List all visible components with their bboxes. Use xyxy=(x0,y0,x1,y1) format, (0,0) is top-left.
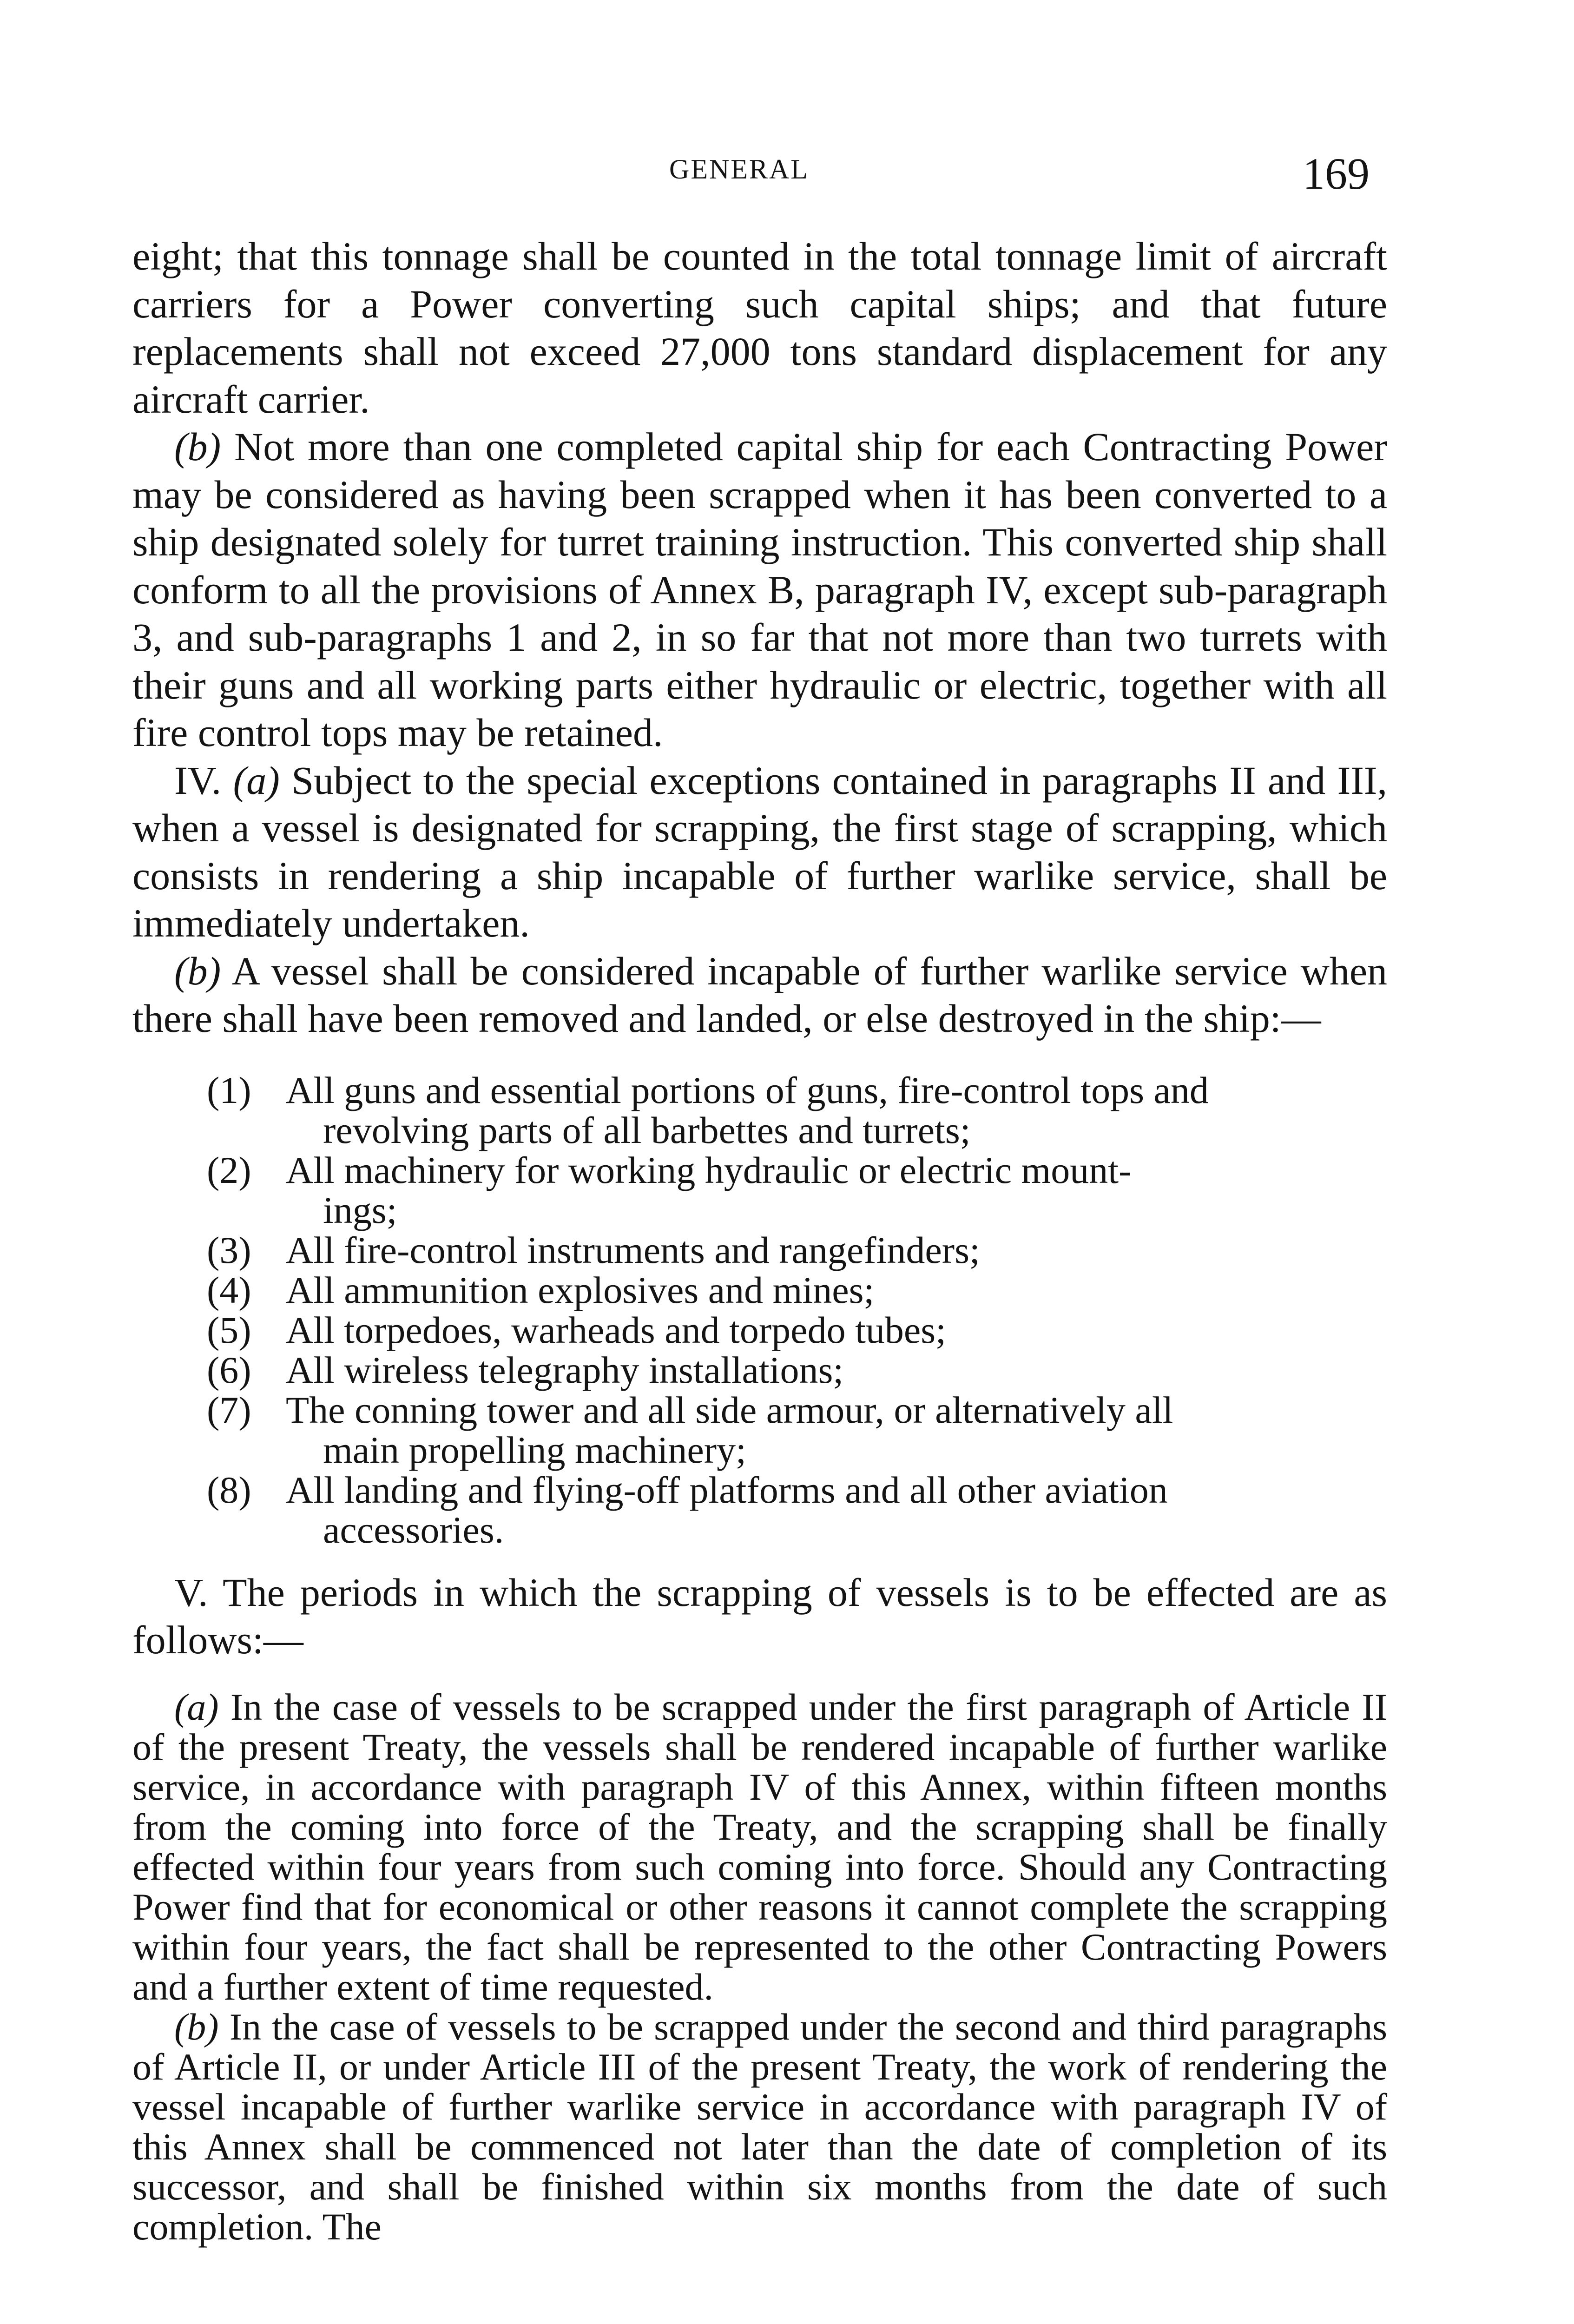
paragraph-text: In the case of vessels to be scrapped under the first paragraph of Article II of the present Treaty, the vessels shall be rendered incapable of further warlike service, in accordance with paragraph IV of this Annex, within fifteen months from the coming into force of the Treaty, and the scrapping shall be finally effected within four years from such coming into force. Should any Contracting Power find that for economical or other reasons it cannot complete the scrapping within four years, the fact shall be represented to the other Contracting Powers and a further extent of time requested. xyxy=(132,1685,1387,2008)
list-number: (4) xyxy=(207,1268,251,1311)
section-numeral: IV. xyxy=(174,758,222,803)
paragraph-text: Subject to the special exceptions contained in paragraphs II and III, when a vessel is designated for scrapping, the first stage of scrapping, which consists in rendering a ship incapable of further warlike service, shall be immediately undertaken. xyxy=(132,758,1387,945)
list-item xyxy=(132,1070,1387,1150)
section-v-subparagraphs xyxy=(132,1687,1387,2247)
list-item xyxy=(132,1310,1387,1350)
list-text-continued: main propelling machinery; xyxy=(323,1428,746,1471)
paragraph-iii-b xyxy=(132,423,1387,757)
list-item xyxy=(132,1270,1387,1310)
list-text: All machinery for working hydraulic or electric mount- xyxy=(286,1149,1132,1191)
list-number: (8) xyxy=(207,1468,251,1511)
list-number: (7) xyxy=(207,1388,251,1431)
section-v-intro xyxy=(132,1569,1387,1664)
paragraph-text: eight; that this tonnage shall be counted in the total tonnage limit of aircraft carriers for a Power converting such capital ships; and that future replacements shall not exceed 27,000 tons standard displacement for any aircraft carrier. xyxy=(132,234,1387,422)
list-number: (3) xyxy=(207,1228,251,1271)
subparagraph-label: (b) xyxy=(174,948,221,993)
paragraph-text: A vessel shall be considered incapable of further warlike service when there shall have been removed and landed, or else destroyed in the ship:— xyxy=(132,948,1387,1041)
list-text: All ammunition explosives and mines; xyxy=(286,1268,875,1311)
subparagraph-label: (b) xyxy=(174,424,221,469)
list-text-continued: revolving parts of all barbettes and turrets; xyxy=(323,1109,971,1151)
running-head: GENERAL xyxy=(669,154,809,185)
list-text: All landing and flying-off platforms and all other aviation xyxy=(286,1468,1168,1511)
list-text: All fire-control instruments and rangefinders; xyxy=(286,1228,980,1271)
list-item xyxy=(132,1350,1387,1390)
list-number: (2) xyxy=(207,1149,251,1191)
list-text-continued: accessories. xyxy=(323,1508,504,1551)
body-text xyxy=(132,232,1387,2247)
list-text: All torpedoes, warheads and torpedo tubes; xyxy=(286,1308,946,1351)
subparagraph-label: (a) xyxy=(174,1685,219,1728)
list-text: All wireless telegraphy installations; xyxy=(286,1348,844,1391)
list-item xyxy=(132,1150,1387,1230)
paragraph-continuation xyxy=(132,232,1387,423)
paragraph-text: V. The periods in which the scrapping of vessels is to be effected are as follows:— xyxy=(132,1570,1387,1662)
list-item xyxy=(132,1390,1387,1470)
paragraph-iv-b xyxy=(132,947,1387,1043)
paragraph-v-b xyxy=(132,2007,1387,2247)
page-number: 169 xyxy=(1303,149,1370,198)
list-text: All guns and essential portions of guns, fire-control tops and xyxy=(286,1069,1209,1111)
list-number: (6) xyxy=(207,1348,251,1391)
subparagraph-label: (b) xyxy=(174,2005,219,2048)
list-number: (5) xyxy=(207,1308,251,1351)
list-text-continued: ings; xyxy=(323,1188,397,1231)
list-number: (1) xyxy=(207,1069,251,1111)
subparagraph-label: (a) xyxy=(233,758,280,803)
list-item xyxy=(132,1470,1387,1550)
paragraph-v-a xyxy=(132,1687,1387,2007)
removal-list xyxy=(132,1070,1387,1550)
list-text: The conning tower and all side armour, or alternatively all xyxy=(286,1388,1173,1431)
paragraph-text: In the case of vessels to be scrapped under the second and third paragraphs of Article II, or under Article III of the present Treaty, the work of rendering the vessel incapable of further warlike service in accordance with paragraph IV of this Annex shall be commenced not later than the date of completion of its successor, and shall be finished within six months from the date of such completion. The xyxy=(132,2005,1387,2248)
list-item xyxy=(132,1230,1387,1270)
paragraph-iv-a xyxy=(132,757,1387,947)
paragraph-text: Not more than one completed capital ship for each Contracting Power may be considered as having been scrapped when it has been converted to a ship designated solely for turret training instruction. This converted ship shall conform to all the provisions of Annex B, paragraph IV, except sub-paragraph 3, and sub-paragraphs 1 and 2, in so far that not more than two turrets with their guns and all working parts either hydraulic or electric, together with all fire control tops may be retained. xyxy=(132,424,1387,755)
